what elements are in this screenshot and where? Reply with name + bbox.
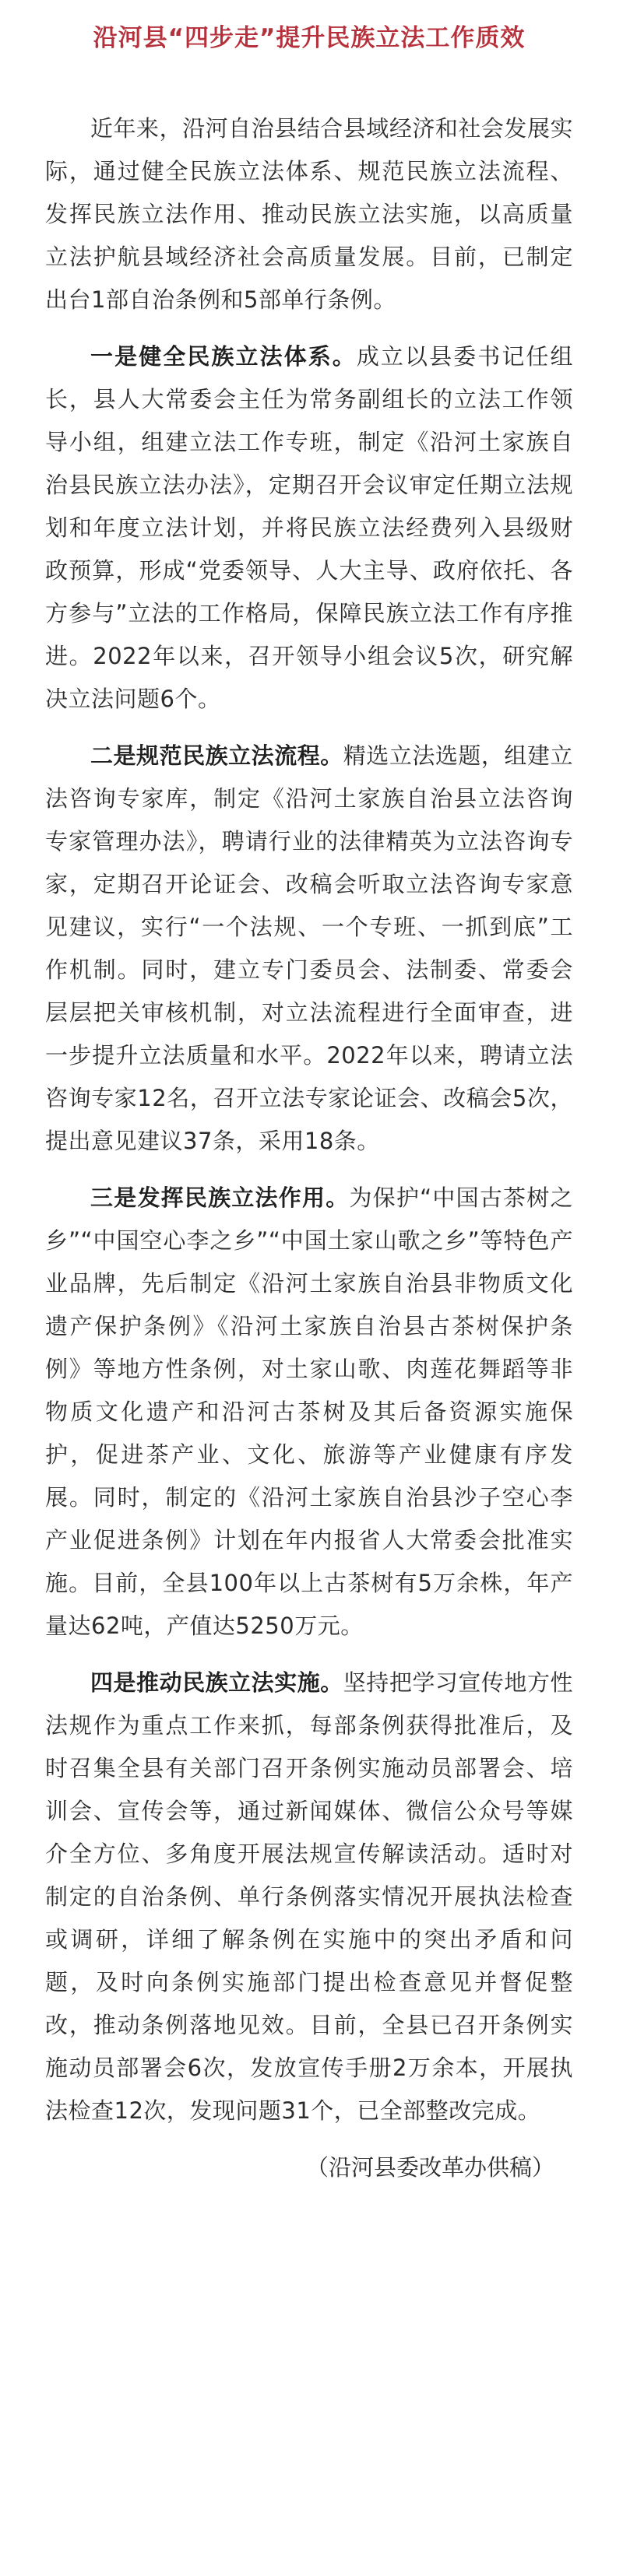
- section-text: 坚持把学习宣传地方性法规作为重点工作来抓，每部条例获得批准后，及时召集全县有关部门召开条例实施动员部署会、培训会、宣传会等，通过新闻媒体、微信公众号等媒介全方位、多角度开展法规宣传解读活动。适时对制定的自治条例、单行条例落实情况开展执法检查或调研，详细了解条例在实施中的突出矛盾和问题，及时向条例实施部门提出检查意见并督促整改，推动条例落地见效。目前，全县已召开条例实施动员部署会6次，发放宣传手册2万余本，开展执法检查12次，发现问题31个，已全部整改完成。: [45, 1669, 573, 2124]
- section-lead: 三是发挥民族立法作用。: [90, 1184, 350, 1211]
- section-lead: 二是规范民族立法流程。: [90, 742, 343, 769]
- article-title: 沿河县“四步走”提升民族立法工作质效: [93, 24, 526, 52]
- section-text: 成立以县委书记任组长，县人大常委会主任为常务副组长的立法工作领导小组，组建立法工作专班，制定《沿河土家族自治县民族立法办法》，定期召开会议审定任期立法规划和年度立法计划，并将民族立法经费列入县级财政预算，形成“党委领导、人大主导、政府依托、各方参与”立法的工作格局，保障民族立法工作有序推进。2022年以来，召开领导小组会议5次，研究解决立法问题6个。: [45, 343, 573, 712]
- intro-paragraph: 近年来，沿河自治县结合县域经济和社会发展实际，通过健全民族立法体系、规范民族立法流程、发挥民族立法作用、推动民族立法实施，以高质量立法护航县域经济社会高质量发展。目前，已制定出台1部自治条例和5部单行条例。: [45, 115, 573, 313]
- section-text: 精选立法选题，组建立法咨询专家库，制定《沿河土家族自治县立法咨询专家管理办法》，聘请行业的法律精英为立法咨询专家，定期召开论证会、改稿会听取立法咨询专家意见建议，实行“一个法规、一个专班、一抓到底”工作机制。同时，建立专门委员会、法制委、常委会层层把关审核机制，对立法流程进行全面审查，进一步提升立法质量和水平。2022年以来，聘请立法咨询专家12名，召开立法专家论证会、改稿会5次，提出意见建议37条，采用18条。: [45, 742, 573, 1154]
- section-paragraph-1: [45, 335, 573, 721]
- article-source: （沿河县委改革办供稿）: [305, 2154, 554, 2181]
- section-paragraph-2: [45, 735, 573, 1163]
- section-paragraph-3: [45, 1177, 573, 1648]
- section-lead: 一是健全民族立法体系。: [90, 343, 357, 370]
- section-paragraph-4: [45, 1662, 573, 2132]
- section-lead: 四是推动民族立法实施。: [90, 1669, 343, 1696]
- section-text: 为保护“中国古茶树之乡”“中国空心李之乡”“中国土家山歌之乡”等特色产业品牌，先后制定《沿河土家族自治县非物质文化遗产保护条例》《沿河土家族自治县古茶树保护条例》等地方性条例，对土家山歌、肉莲花舞蹈等非物质文化遗产和沿河古茶树及其后备资源实施保护，促进茶产业、文化、旅游等产业健康有序发展。同时，制定的《沿河土家族自治县沙子空心李产业促进条例》计划在年内报省人大常委会批准实施。目前，全县100年以上古茶树有5万余株，年产量达62吨，产值达5250万元。: [45, 1184, 573, 1639]
